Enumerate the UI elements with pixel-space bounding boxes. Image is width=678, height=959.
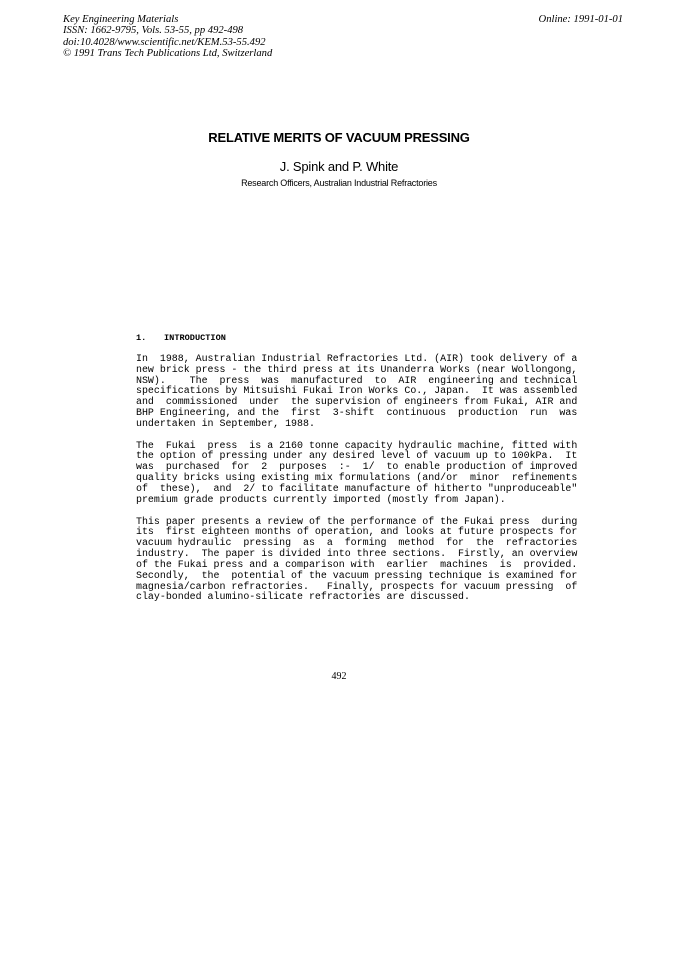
- paragraph-line: vacuum hydraulic pressing as a forming method for the refractories: [136, 537, 578, 549]
- paragraph-line: of these), and 2/ to facilitate manufacture of hitherto "unproduceable": [136, 482, 578, 494]
- paragraph-line: magnesia/carbon refractories. Finally, prospects for vacuum pressing of: [136, 580, 578, 592]
- paragraph-line: quality bricks using existing mix formulations (and/or minor refinements: [136, 472, 578, 484]
- section-title: INTRODUCTION: [164, 333, 226, 343]
- doi-line: doi:10.4028/www.scientific.net/KEM.53-55.492: [63, 36, 266, 48]
- paragraph-line: The Fukai press is a 2160 tonne capacity hydraulic machine, fitted with: [136, 439, 578, 451]
- paragraph-line: specifications by Mitsuishi Fukai Iron Works Co., Japan. It was assembled: [136, 385, 578, 397]
- issn-line: ISSN: 1662-9795, Vols. 53-55, pp 492-498: [63, 25, 244, 37]
- paragraph-line: premium grade products currently imported (mostly from Japan).: [136, 493, 506, 505]
- paragraph-line: clay-bonded alumino-silicate refractories are discussed.: [136, 591, 470, 603]
- paragraph-line: and commissioned under the supervision of engineers from Fukai, AIR and: [136, 396, 578, 408]
- copyright-line: © 1991 Trans Tech Publications Ltd, Switzerland: [63, 48, 273, 60]
- paragraph: [136, 352, 578, 430]
- author-affiliation: Research Officers, Australian Industrial Refractories: [241, 178, 437, 188]
- paragraph-line: undertaken in September, 1988.: [136, 417, 315, 429]
- journal-header: [63, 14, 272, 60]
- paragraph: [136, 439, 578, 506]
- paper-title: RELATIVE MERITS OF VACUUM PRESSING: [208, 130, 470, 145]
- section-number: 1.: [136, 333, 147, 343]
- page-number: 492: [331, 671, 347, 682]
- section-body: [136, 352, 578, 603]
- paragraph-line: the option of pressing under any desired level of vacuum up to 100kPa. It: [136, 450, 578, 462]
- paragraph-line: industry. The paper is divided into three sections. Firstly, an overview: [136, 548, 578, 560]
- journal-name: Key Engineering Materials: [63, 14, 179, 25]
- paragraph-line: new brick press - the third press at its Unanderra Works (near Wollongong,: [136, 363, 578, 375]
- paragraph-line: its first eighteen months of operation, and looks at future prospects for: [136, 526, 578, 538]
- section-heading: [136, 333, 546, 344]
- paragraph-line: BHP Engineering, and the first 3-shift continuous production run was: [136, 407, 578, 419]
- paragraph-line: of the Fukai press and a comparison with earlier machines is provided.: [136, 558, 578, 570]
- paragraph: [136, 515, 578, 604]
- paragraph-line: This paper presents a review of the performance of the Fukai press during: [136, 515, 578, 527]
- paragraph-line: In 1988, Australian Industrial Refractories Ltd. (AIR) took delivery of a: [136, 352, 578, 364]
- online-date: Online: 1991-01-01: [538, 14, 623, 25]
- paragraph-line: NSW). The press was manufactured to AIR engineering and technical: [136, 374, 578, 386]
- introduction-section: [136, 333, 578, 614]
- paragraph-line: Secondly, the potential of the vacuum pressing technique is examined for: [136, 569, 578, 581]
- paragraph-line: was purchased for 2 purposes :- 1/ to enable production of improved: [136, 461, 578, 473]
- paper-authors: J. Spink and P. White: [279, 159, 399, 174]
